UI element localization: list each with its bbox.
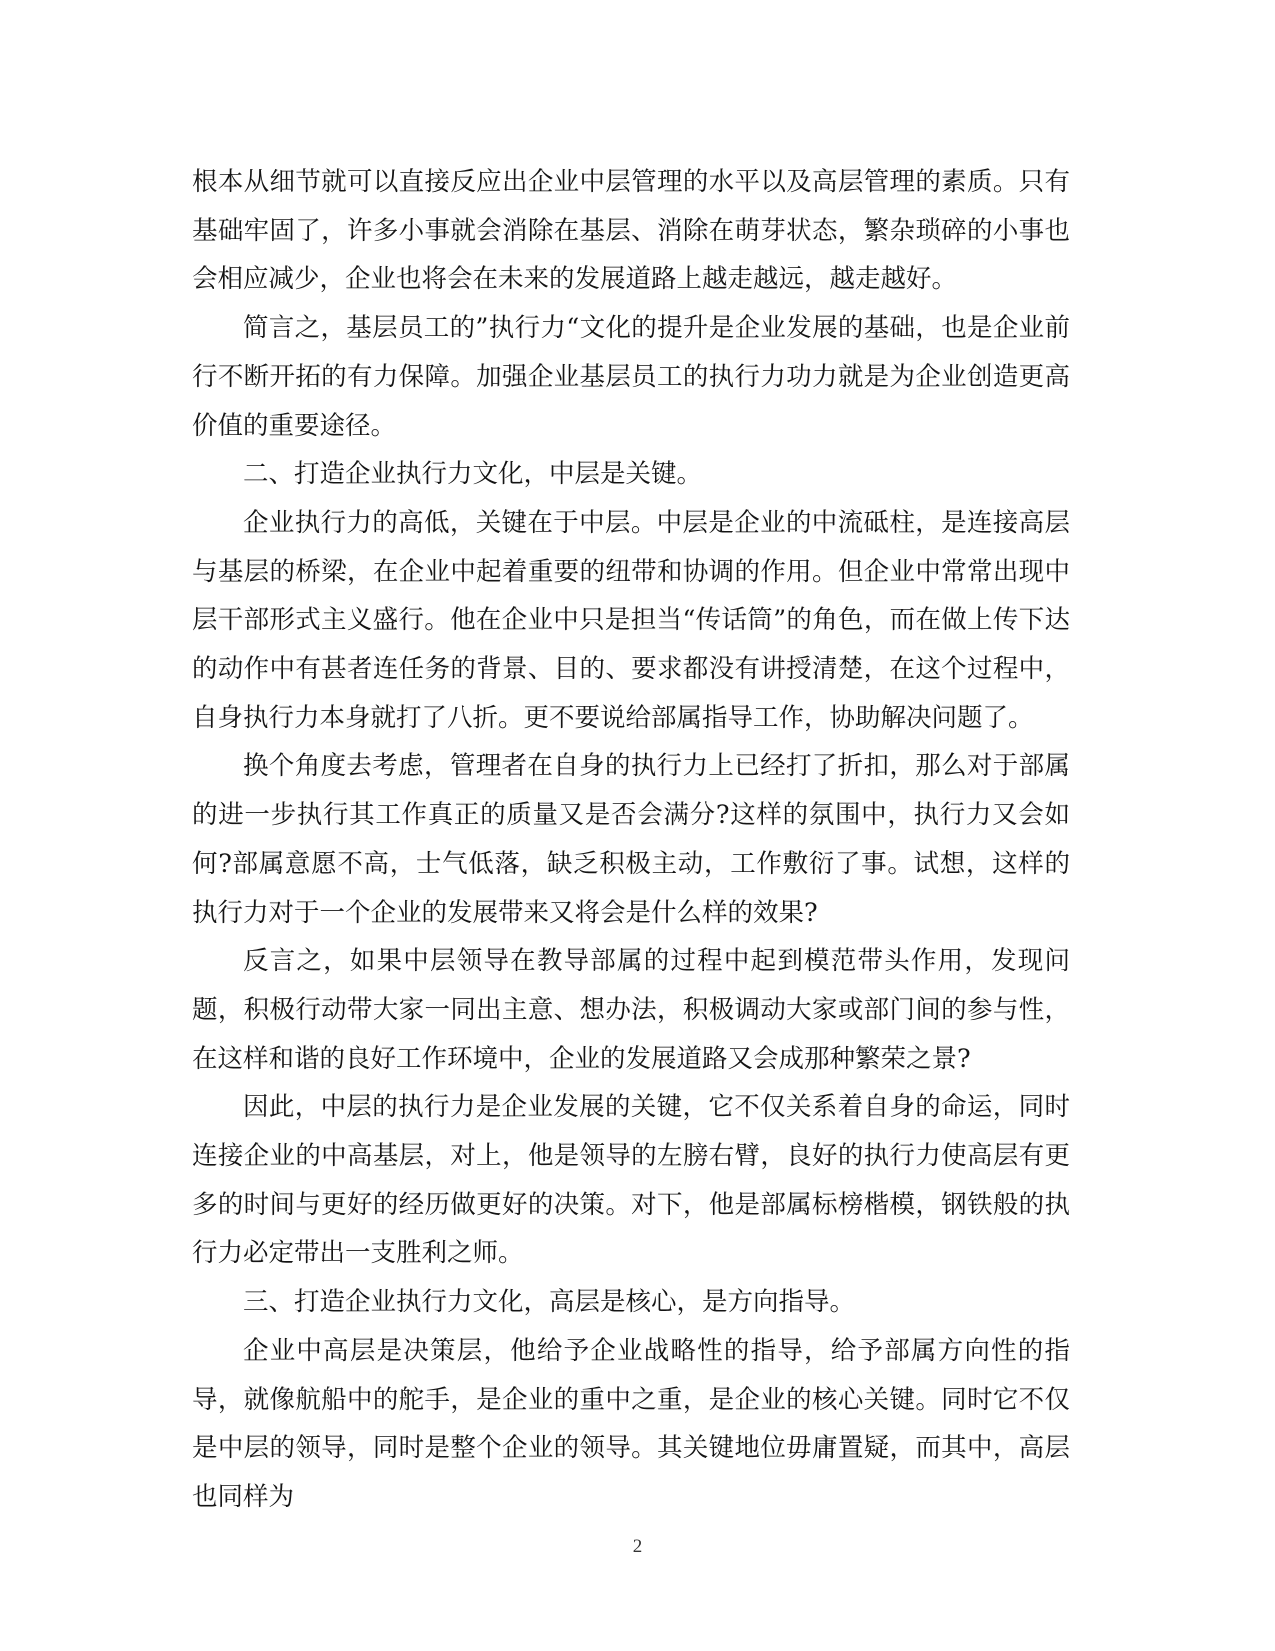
- section-heading-senior-management: 三、打造企业执行力文化，高层是核心，是方向指导。: [243, 1287, 856, 1318]
- paragraph: 简言之，基层员工的”执行力“文化的提升是企业发展的基础，也是企业前行不断开拓的有力保障。加强企业基层员工的执行力功力就是为企业创造更高价值的重要途径。: [192, 313, 1070, 441]
- section-heading-middle-management: 二、打造企业执行力文化，中层是关键。: [243, 459, 703, 490]
- paragraph: 换个角度去考虑，管理者在自身的执行力上已经打了折扣，那么对于部属的进一步执行其工作真正的质量又是否会满分?这样的氛围中，执行力又会如何?部属意愿不高，士气低落，缺乏积极主动，工作敷衍了事。试想，这样的执行力对于一个企业的发展带来又将会是什么样的效果?: [192, 751, 1070, 928]
- page-number: 2: [632, 1536, 643, 1557]
- paragraph-continued: 根本从细节就可以直接反应出企业中层管理的水平以及高层管理的素质。只有基础牢固了，许多小事就会消除在基层、消除在萌芽状态，繁杂琐碎的小事也会相应减少，企业也将会在未来的发展道路上越走越远，越走越好。: [192, 167, 1070, 295]
- paragraph: 企业执行力的高低，关键在于中层。中层是企业的中流砥柱，是连接高层与基层的桥梁，在企业中起着重要的纽带和协调的作用。但企业中常常出现中层干部形式主义盛行。他在企业中只是担当“传话筒”的角色，而在做上传下达的动作中有甚者连任务的背景、目的、要求都没有讲授清楚，在这个过程中，自身执行力本身就打了八折。更不要说给部属指导工作，协助解决问题了。: [192, 507, 1070, 733]
- document-body: [192, 158, 1070, 1522]
- paragraph: 企业中高层是决策层，他给予企业战略性的指导，给予部属方向性的指导，就像航船中的舵手，是企业的重中之重，是企业的核心关键。同时它不仅是中层的领导，同时是整个企业的领导。其关键地位毋庸置疑，而其中，高层也同样为: [192, 1335, 1070, 1512]
- paragraph: 反言之，如果中层领导在教导部属的过程中起到模范带头作用，发现问题，积极行动带大家一同出主意、想办法，积极调动大家或部门间的参与性，在这样和谐的良好工作环境中，企业的发展道路又会成那种繁荣之景?: [192, 946, 1070, 1074]
- paragraph: 因此，中层的执行力是企业发展的关键，它不仅关系着自身的命运，同时连接企业的中高基层，对上，他是领导的左膀右臂，良好的执行力使高层有更多的时间与更好的经历做更好的决策。对下，他是部属标榜楷模，钢铁般的执行力必定带出一支胜利之师。: [192, 1092, 1070, 1269]
